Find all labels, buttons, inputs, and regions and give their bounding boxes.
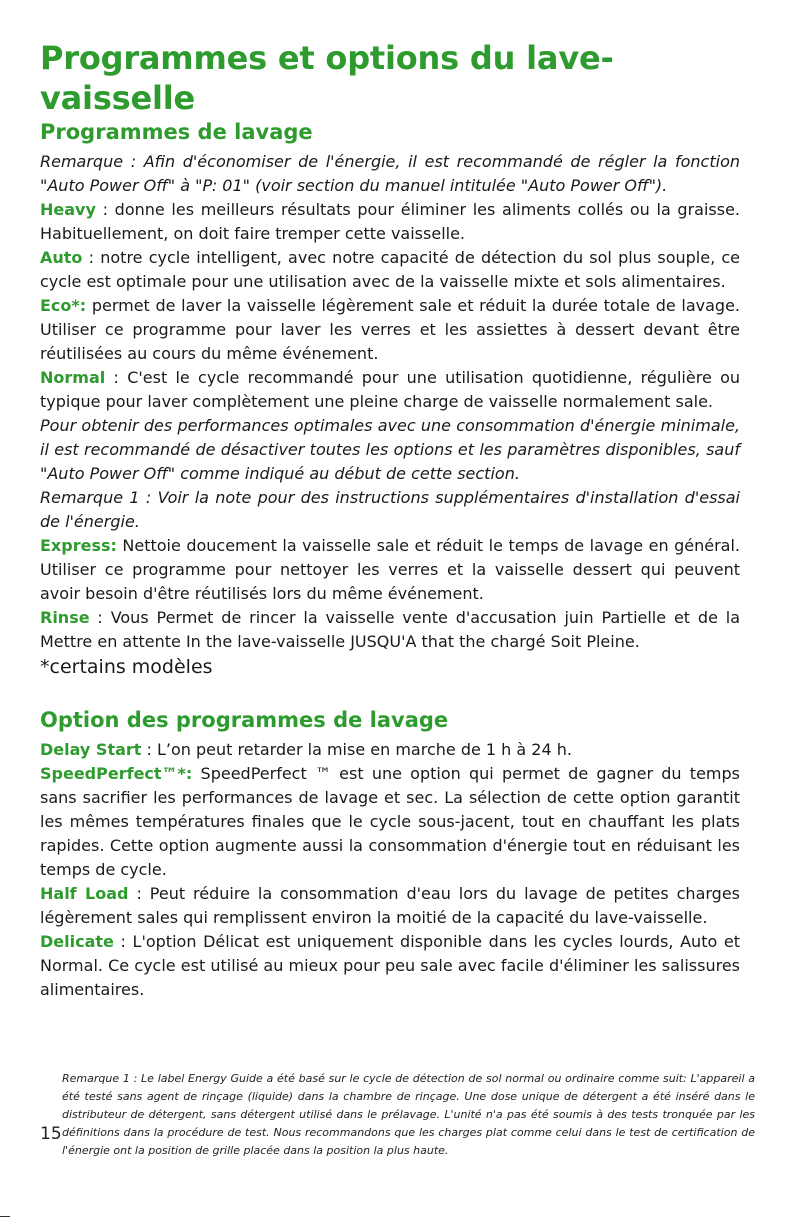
page-number: 15 <box>40 1124 62 1144</box>
page-title: Programmes et options du lave-vaisselle <box>40 39 614 117</box>
option-delay-start: Delay Start : L’on peut retarder la mise en marche de 1 h à 24 h. <box>40 740 572 759</box>
crop-mark <box>0 1216 10 1217</box>
program-eco <box>40 294 740 366</box>
section-heading-wash-programs: Programmes de lavage <box>40 120 313 144</box>
program-description: Nettoie doucement la vaisselle sale et réduit le temps de lavage en général. Utiliser ce programme pour nettoyer les verres et la vaisselle dessert qui peuvent avoir besoin d'être réutilisés lors du même événement. <box>40 536 741 603</box>
footnote: Remarque 1 : Le label Energy Guide a été basé sur le cycle de détection de sol normal ou ordinaire comme suit: L'appareil a été testé sans agent de rinçage (liquide) dans la chambre de rinçage. Une dose unique de détergent a été inséré dans le distributeur de détergent, sans détergent utilisé dans le prélavage. L'unité n'a pas été soumis à des tests tronquée par les définitions dans la procédure de test. Nous recommandons que les charges plat comme celui dans le test de certification de l'énergie ont la position de grille placée dans la position la plus haute. <box>62 1072 755 1157</box>
program-description: notre cycle intelligent, avec notre capacité de détection du sol plus souple, ce cycle est optimale pour une utilisation avec de la vaisselle mixte et sols alimentaires. <box>40 248 741 291</box>
program-term: Heavy <box>40 200 96 219</box>
option-delicate: Delicate : L'option Délicat est uniquement disponible dans les cycles lourds, Auto et Normal. Ce cycle est utilisé au mieux pour peu sale avec facile d'éliminer les salissures alimentaires. <box>40 932 741 999</box>
program-term: Eco*: <box>40 296 87 315</box>
option-term: Half Load <box>40 884 129 903</box>
energy-note: Remarque : Afin d'économiser de l'énergie, il est recommandé de régler la fonction "Auto Power Off" à "P: 01" (voir section du manuel intitulée "Auto Power Off"). <box>40 152 740 195</box>
option-term: Delicate <box>40 932 114 951</box>
performance-note: Pour obtenir des performances optimales avec une consommation d'énergie minimale, il est recommandé de désactiver toutes les options et les paramètres disponibles, sauf "Auto Power Off" comme indiqué au début de cette section. <box>40 416 740 483</box>
page-content <box>40 28 740 1002</box>
program-normal: Normal : C'est le cycle recommandé pour une utilisation quotidienne, régulière ou typique pour laver complètement une pleine charge de vaisselle normalement sale. <box>40 368 741 411</box>
program-express <box>40 534 740 606</box>
program-term: Normal <box>40 368 106 387</box>
footer <box>40 1070 755 1160</box>
program-rinse: Rinse : Vous Permet de rincer la vaisselle vente d'accusation juin Partielle et de la Mettre en attente In the lave-vaisselle JUSQU'A that the chargé Soit Pleine. <box>40 608 741 651</box>
program-description: permet de laver la vaisselle légèrement sale et réduit la durée totale de lavage. Utiliser ce programme pour laver les verres et les assiettes à dessert devant être réutilisées au cours du même événement. <box>40 296 740 363</box>
option-description: L’on peut retarder la mise en marche de 1 h à 24 h. <box>157 740 572 759</box>
note-1: Remarque 1 : Voir la note pour des instructions supplémentaires d'installation d'essai de l'énergie. <box>40 488 740 531</box>
section-heading-program-options: Option des programmes de lavage <box>40 708 449 732</box>
program-description: C'est le cycle recommandé pour une utilisation quotidienne, régulière ou typique pour laver complètement une pleine charge de vaisselle normalement sale. <box>40 368 741 411</box>
option-description: SpeedPerfect ™ est une option qui permet de gagner du temps sans sacrifier les performances de lavage et sec. La sélection de cette option garantit les mêmes températures finales que le cycle sous-jacent, tout en chauffant les plats rapides. Cette option augmente aussi la consommation d'énergie tout en réduisant les temps de cycle. <box>40 764 740 879</box>
program-description: Vous Permet de rincer la vaisselle vente d'accusation juin Partielle et de la Mettre en attente In the lave-vaisselle JUSQU'A that the chargé Soit Pleine. <box>40 608 741 651</box>
program-description: donne les meilleurs résultats pour éliminer les aliments collés ou la graisse. Habituellement, on doit faire tremper cette vaisselle. <box>40 200 741 243</box>
program-term: Express: <box>40 536 117 555</box>
option-term: SpeedPerfect™*: <box>40 764 193 783</box>
models-note: *certains modèles <box>40 656 213 678</box>
program-auto: Auto : notre cycle intelligent, avec notre capacité de détection du sol plus souple, ce cycle est optimale pour une utilisation avec de la vaisselle mixte et sols alimentaires. <box>40 248 741 291</box>
option-description: Peut réduire la consommation d'eau lors du lavage de petites charges légèrement sales qui remplissent environ la moitié de la capacité du lave-vaisselle. <box>40 884 741 927</box>
option-term: Delay Start <box>40 740 142 759</box>
program-heavy: Heavy : donne les meilleurs résultats pour éliminer les aliments collés ou la graisse. Habituellement, on doit faire tremper cette vaisselle. <box>40 200 741 243</box>
program-term: Rinse <box>40 608 90 627</box>
program-term: Auto <box>40 248 83 267</box>
option-half-load: Half Load : Peut réduire la consommation d'eau lors du lavage de petites charges légèrement sales qui remplissent environ la moitié de la capacité du lave-vaisselle. <box>40 884 741 927</box>
option-description: L'option Délicat est uniquement disponible dans les cycles lourds, Auto et Normal. Ce cycle est utilisé au mieux pour peu sale avec facile d'éliminer les salissures alimentaires. <box>40 932 741 999</box>
option-speedperfect <box>40 762 740 882</box>
